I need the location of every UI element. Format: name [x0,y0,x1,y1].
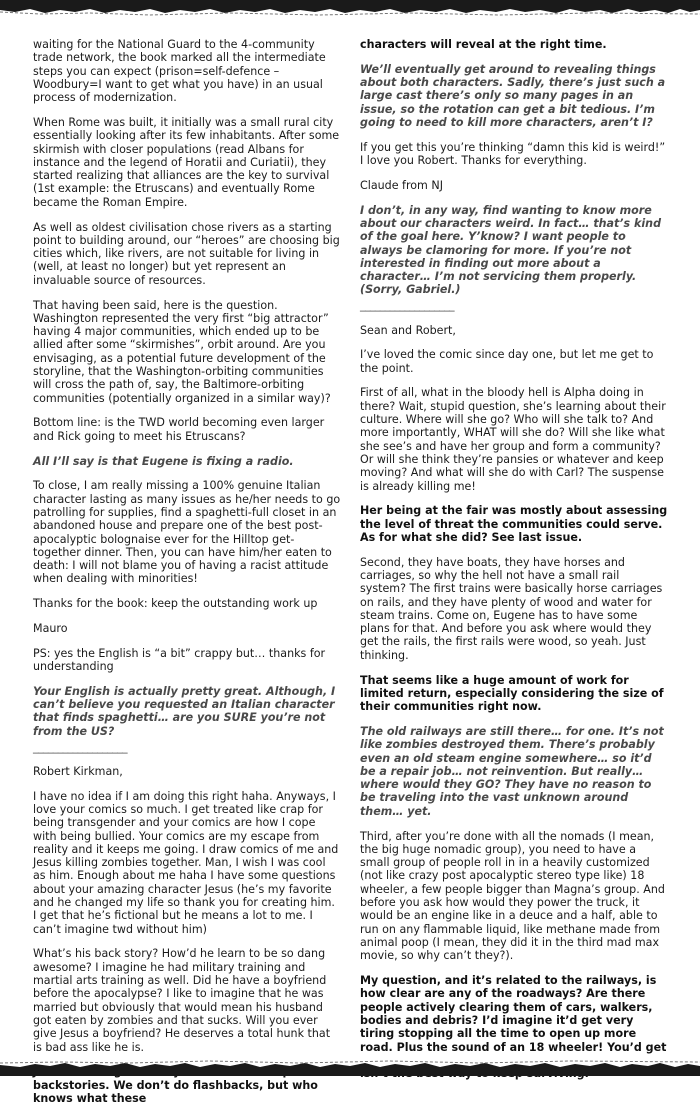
editor-reply-bold: That seems like a huge amount of work for limited return, especially considering the size of their communities right now. [360,673,664,714]
letter-paragraph: First of all, what in the bloody hell is Alpha doing in there? Wait, stupid question, she’s learning about their culture. Where will she go? Who will she talk to? And more importantly, WHAT will she do? Will she like what she see’s and have her group and form a community? Or will she think they’re pansies or whatever and keep moving? And what will she do with Carl? The suspense is already killing me! [360,386,666,493]
letter-separator: ___________________ [360,299,454,313]
letter-paragraph: To close, I am really missing a 100% genuine Italian character lasting as many issues as he/her needs to go patrolling for supplies, find a spaghetti-full closet in an abandoned house and prepare one of the best post-apocalyptic bolognaise ever for the Hilltop get-together dinner. Then, you can have him/her eaten to death: I will not blame you of having a racist attitude when dealing with minorities! [33,479,341,586]
letter-paragraph: Thanks for the book: keep the outstanding work up [33,597,318,611]
letter-postscript: PS: yes the English is “a bit” crappy but… thanks for understanding [33,646,326,674]
letter-paragraph: That having been said, here is the question. Washington represented the very first “big attractor” having 4 major communities, which ended up to be allied after some “skirmishes”, orbit around. Are you envisaging, as a potential future development of the storyline, that the Washington-orbiting communities will cross the path of, say, the Baltimore-orbiting communities (potentially organized in a similar way)? [33,298,331,405]
letter-paragraph: If you get this you’re thinking “damn this kid is weird!” I love you Robert. Thanks for everything. [360,140,666,168]
letter-separator: ___________________ [33,740,127,754]
editor-reply-bold: backstories. We don’t do flashbacks, but who knows what these [33,1078,318,1105]
top-torn-edge [0,0,700,22]
letter-question-bold: My question, and it’s related to the railways, is how clear are any of the roadways? Are there people actively clearing them of cars, walkers, bodies and debris? I’d imagine it’d get very tiring stopping all the time to open up more road. Plus the sound of an 18 wheeler! You’d get [360,974,667,1054]
left-column [33,38,341,1117]
letter-paragraph: What’s his back story? How’d he learn to be so dang awesome? I imagine he had military training and martial arts training as well. Did he have a boyfriend before the apocalypse? I like to imagine that he was married but obviously that would mean his husband got eaten by zombies and that sucks. Will you ever give Jesus a boyfriend? He deserves a total hunk that is bad ass like he is. [33,947,331,1054]
right-column [360,38,668,1092]
editor-reply: I don’t, in any way, find wanting to know more about our characters weird. In fact… that’s kind of the goal here. Y’know? I want people to always be clamoring for more. If you’re not interested in finding out more about a character… I’m not servicing them properly. (Sorry, Gabriel.) [360,203,662,297]
editor-reply-bold: Her being at the fair was mostly about assessing the level of threat the communities could serve. As for what she did? See last issue. [360,504,668,544]
letter-salutation: Sean and Robert, [360,323,456,337]
editor-reply: The old railways are still there… for one. It’s not like zombies destroyed them. There’s probably even an old steam engine somewhere… so it’d be a repair job… not reinvention. But really… where would they GO? They have no reason to be traveling into the vast unknown around them… yet. [360,724,664,818]
letter-paragraph: Second, they have boats, they have horses and carriages, so why the hell not have a small rail system? The first trains were basically horse carriages on rails, and they have plenty of wood and water for steam trains. Come on, Eugene has to have some plans for that. And before you ask where would they get the rails, the first rails were wood, so yeah. Just thinking. [360,555,663,662]
letter-paragraph: When Rome was built, it initially was a small rural city essentially looking after its few inhabitants. After some skirmish with closer populations (read Albans for instance and the legend of Horatii and Curiatii), they started realizing that alliances are the key to survival (1st example: the Etruscans) and eventually Rome became the Roman Empire. [33,115,340,209]
editor-reply: All I’ll say is that Eugene is fixing a radio. [33,454,294,468]
letter-paragraph: I have no idea if I am doing this right haha. Anyways, I love your comics so much. I get treated like crap for being transgender and your comics are how I cope with being bullied. Your comics are my escape from reality and it keeps me going. I draw comics of me and Jesus killing zombies together. Man, I wish I was cool as him. Enough about me haha I have some questions about your amazing character Jesus (he’s my favorite and he changed my life so thank you for creating him. I get that he’s fictional but he means a lot to me. I can’t imagine twd without him) [33,789,339,936]
editor-reply: Your English is actually pretty great. Although, I can’t believe you requested an Italian character that finds spaghetti… are you SURE you’re not from the US? [33,684,336,738]
bottom-torn-edge [0,1054,700,1076]
editor-reply-bold-continued: characters will reveal at the right time. [360,38,607,51]
letter-paragraph: I’ve loved the comic since day one, but let me get to the point. [360,348,654,375]
letter-paragraph: Third, after you’re done with all the nomads (I mean, the big huge nomadic group), you need to have a small group of people roll in in a heavily customized (not like crazy post apocalyptic stereo type like) 18 wheeler, a few people bigger than Magna’s group. And before you ask how would they power the truck, it would be an engine like in a deuce and a half, able to run on any flammable liquid, like methane made from animal poop (I mean, they did it in the third mad max movie, so why can’t they?). [360,829,665,963]
letter-salutation: Robert Kirkman, [33,764,123,778]
letter-paragraph: waiting for the National Guard to the 4-community trade network, the book marked all the intermediate steps you can expect (prison=self-defence – Woodbury=I want to get what you have) in an usual process of modernization. [33,38,326,105]
letter-paragraph: Bottom line: is the TWD world becoming even larger and Rick going to meet his Etruscans? [33,416,325,443]
editor-reply: We’ll eventually get around to revealing things about both characters. Sadly, there’s just such a large cast there’s only so many pages in an issue, so the rotation can get a bit tedious. I’m going to need to kill more characters, aren’t I? [360,62,666,129]
letter-paragraph: As well as oldest civilisation chose rivers as a starting point to building around, our “heroes” are choosing big cities which, like rivers, are not suitable for living in (well, at least no longer) but yet represent an invaluable source of resources. [33,220,340,287]
letter-signature: Claude from NJ [360,178,443,192]
letter-signature: Mauro [33,621,68,635]
